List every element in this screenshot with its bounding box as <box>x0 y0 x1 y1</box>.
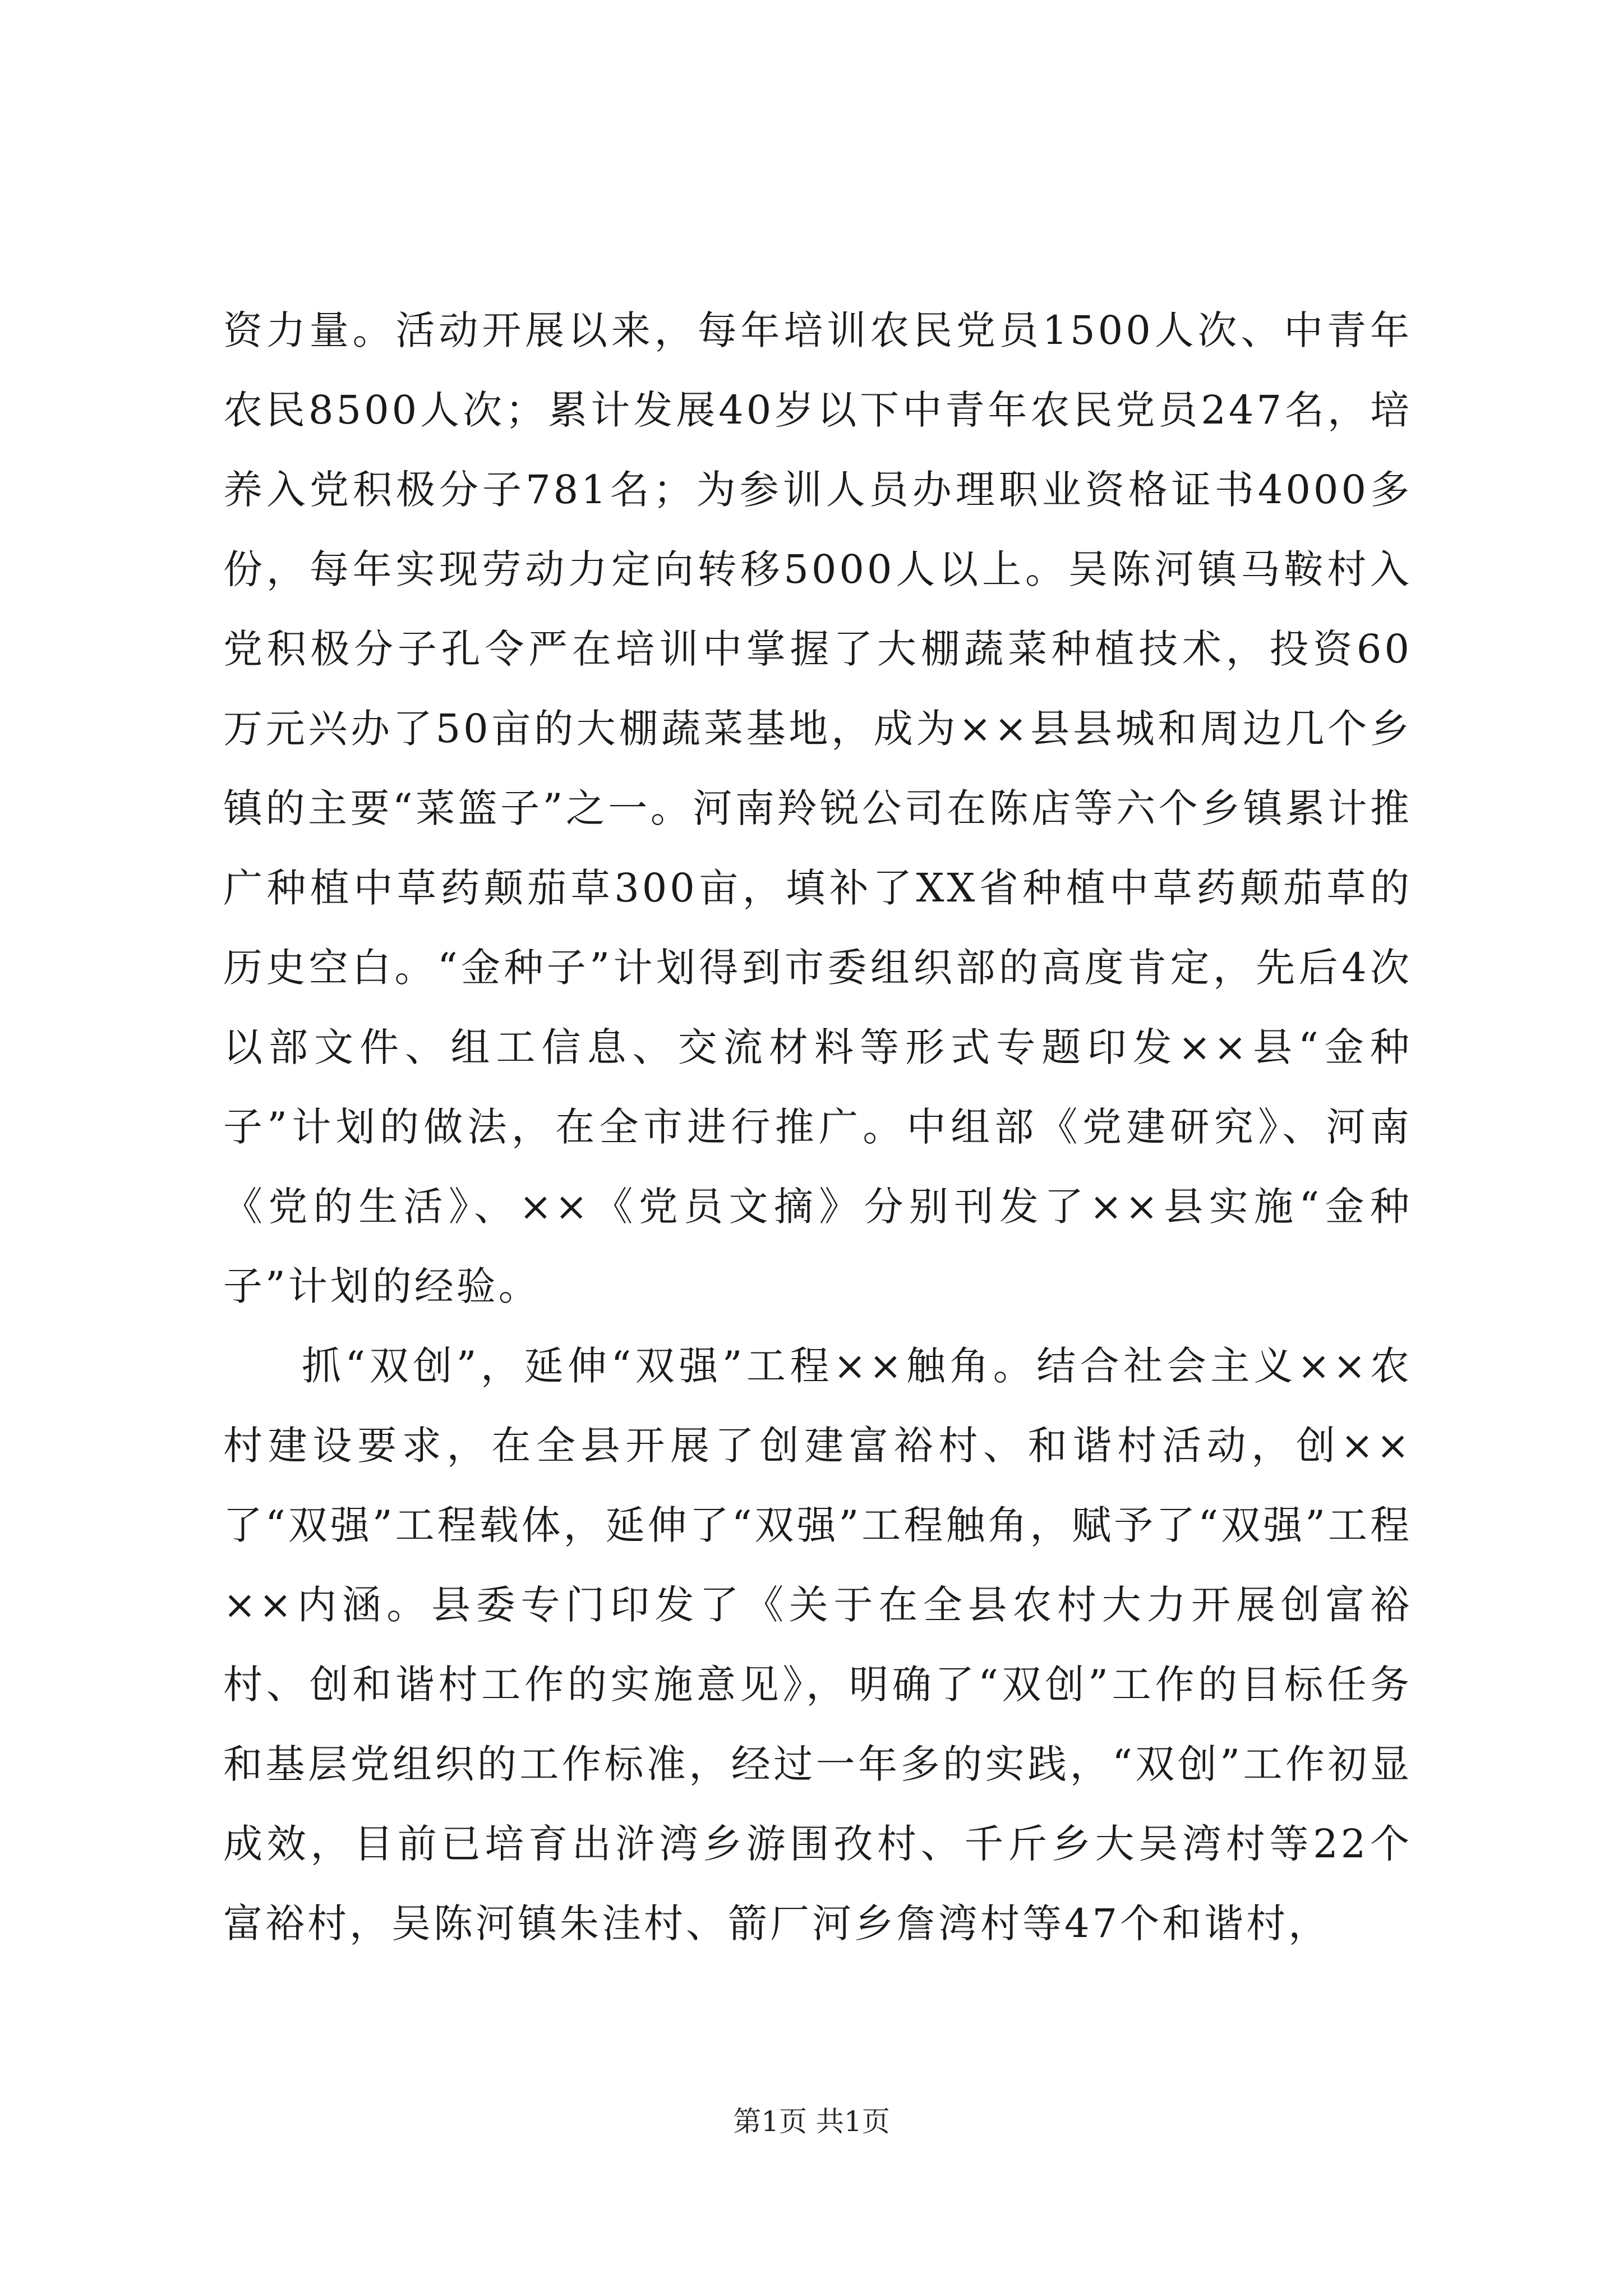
document-body <box>223 291 1412 1963</box>
body-paragraph-1: 资力量。活动开展以来，每年培训农民党员1500人次、中青年农民8500人次；累计发展40岁以下中青年农民党员247名，培养入党积极分子781名；为参训人员办理职业资格证书4000多份，每年实现劳动力定向转移5000人以上。吴陈河镇马鞍村入党积极分子孔令严在培训中掌握了大棚蔬菜种植技术，投资60万元兴办了50亩的大棚蔬菜基地，成为××县县城和周边几个乡镇的主要“菜篮子”之一。河南羚锐公司在陈店等六个乡镇累计推广种植中草药颠茄草300亩，填补了XX省种植中草药颠茄草的历史空白。“金种子”计划得到市委组织部的高度肯定，先后4次以部文件、组工信息、交流材料等形式专题印发××县“金种子”计划的做法，在全市进行推广。中组部《党建研究》、河南《党的生活》、××《党员文摘》分别刊发了××县实施“金种子”计划的经验。 <box>223 307 1412 1309</box>
body-paragraph-2: 抓“双创”，延伸“双强”工程××触角。结合社会主义××农村建设要求，在全县开展了创建富裕村、和谐村活动，创××了“双强”工程载体，延伸了“双强”工程触角，赋予了“双强”工程××内涵。县委专门印发了《关于在全县农村大力开展创富裕村、创和谐村工作的实施意见》，明确了“双创”工作的目标任务和基层党组织的工作标准，经过一年多的实践，“双创”工作初显成效，目前已培育出浒湾乡游围孜村、千斤乡大吴湾村等22个富裕村，吴陈河镇朱洼村、箭厂河乡詹湾村等47个和谐村， <box>223 1343 1412 1947</box>
page-number-footer: 第1页 共1页 <box>733 2105 890 2138</box>
